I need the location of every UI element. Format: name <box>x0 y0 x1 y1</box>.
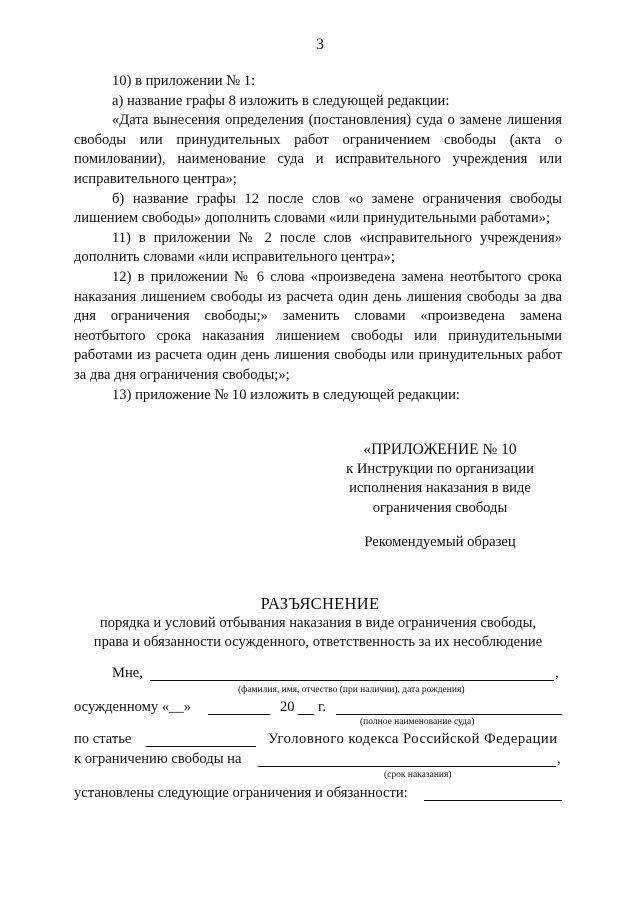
hint-court-name: (полное наименование суда) <box>360 717 475 727</box>
form-row-term <box>74 750 562 770</box>
hint-full-name: (фамилия, имя, отчество (при наличии), дата рождения) <box>238 685 465 695</box>
appendix-line-2: исполнения наказания в виде <box>349 480 531 497</box>
appendix-line-1: к Инструкции по организации <box>346 460 534 477</box>
year-field-line[interactable] <box>298 714 314 715</box>
label-by-article: по статье <box>74 731 132 747</box>
court-field-line[interactable] <box>336 714 562 715</box>
document-title: РАЗЪЯСНЕНИЕ <box>260 594 380 613</box>
paragraph-item-11: 11) в приложении № 2 после слов «исправительного учреждения» дополнить словами «или исправительного центра»; <box>74 229 562 266</box>
name-field-line[interactable] <box>150 680 554 681</box>
paragraph-item-10a: а) название графы 8 изложить в следующей редакции: <box>112 92 450 109</box>
article-field-line[interactable] <box>146 746 256 747</box>
appendix-line-3: ограничения свободы <box>372 499 508 516</box>
term-field-line[interactable] <box>258 766 556 767</box>
page-number: 3 <box>316 36 324 53</box>
appendix-heading: «ПРИЛОЖЕНИЕ № 10 <box>363 441 517 458</box>
label-established: установлены следующие ограничения и обязанности: <box>74 785 408 801</box>
paragraph-item-12: 12) в приложении № 6 слова «произведена замена неотбытого срока наказания лишением свободы из расчета один день лишения свободы за два дня ограничения свободы;» заменить словами «произведена замена неотбытого срока наказания лишением свободы или принудительными работами из расчета один день лишения свободы или принудительных работ за два дня ограничения свободы;»; <box>74 268 562 383</box>
subtitle-line-1: порядка и условий отбывания наказания в виде ограничения свободы, <box>99 615 537 631</box>
form-row-article <box>74 730 562 750</box>
paragraph-quote-column-8: «Дата вынесения определения (постановления) суда о замене лишения свободы или принудительных работ ограничением свободы (акта о помиловании), наименование суда и исправительного учреждения или исправительного центра»; <box>74 112 562 187</box>
label-to-me: Мне, <box>112 665 143 681</box>
year-suffix: г. <box>318 699 326 715</box>
label-convicted: осужденному «__» <box>74 699 192 715</box>
subtitle-line-2: права и обязанности осужденного, ответственность за их несоблюдение <box>93 634 543 650</box>
year-prefix: 20 <box>280 699 295 715</box>
restrictions-field-line[interactable] <box>424 800 562 801</box>
month-field-line[interactable] <box>208 714 270 715</box>
comma-mark-2: , <box>557 751 561 767</box>
form-row-restrictions <box>74 784 562 804</box>
appendix-header <box>330 440 550 518</box>
form-row-name <box>74 664 562 684</box>
document-subtitle <box>74 614 562 652</box>
label-criminal-code: Уголовного кодекса Российской Федерации <box>268 731 558 747</box>
paragraph-item-10: 10) в приложении № 1: <box>112 73 256 89</box>
recommended-sample: Рекомендуемый образец <box>364 534 516 550</box>
label-restriction-to: к ограничению свободы на <box>74 751 242 767</box>
amendments-text <box>74 72 562 405</box>
form-row-date-court <box>74 698 562 718</box>
hint-term: (срок наказания) <box>384 770 452 780</box>
comma-mark: , <box>555 665 559 681</box>
paragraph-item-10b: б) название графы 12 после слов «о замене ограничения свободы лишением свободы» дополнить словами «или принудительными работами»; <box>74 190 562 227</box>
paragraph-item-13: 13) приложение № 10 изложить в следующей редакции: <box>112 386 460 403</box>
